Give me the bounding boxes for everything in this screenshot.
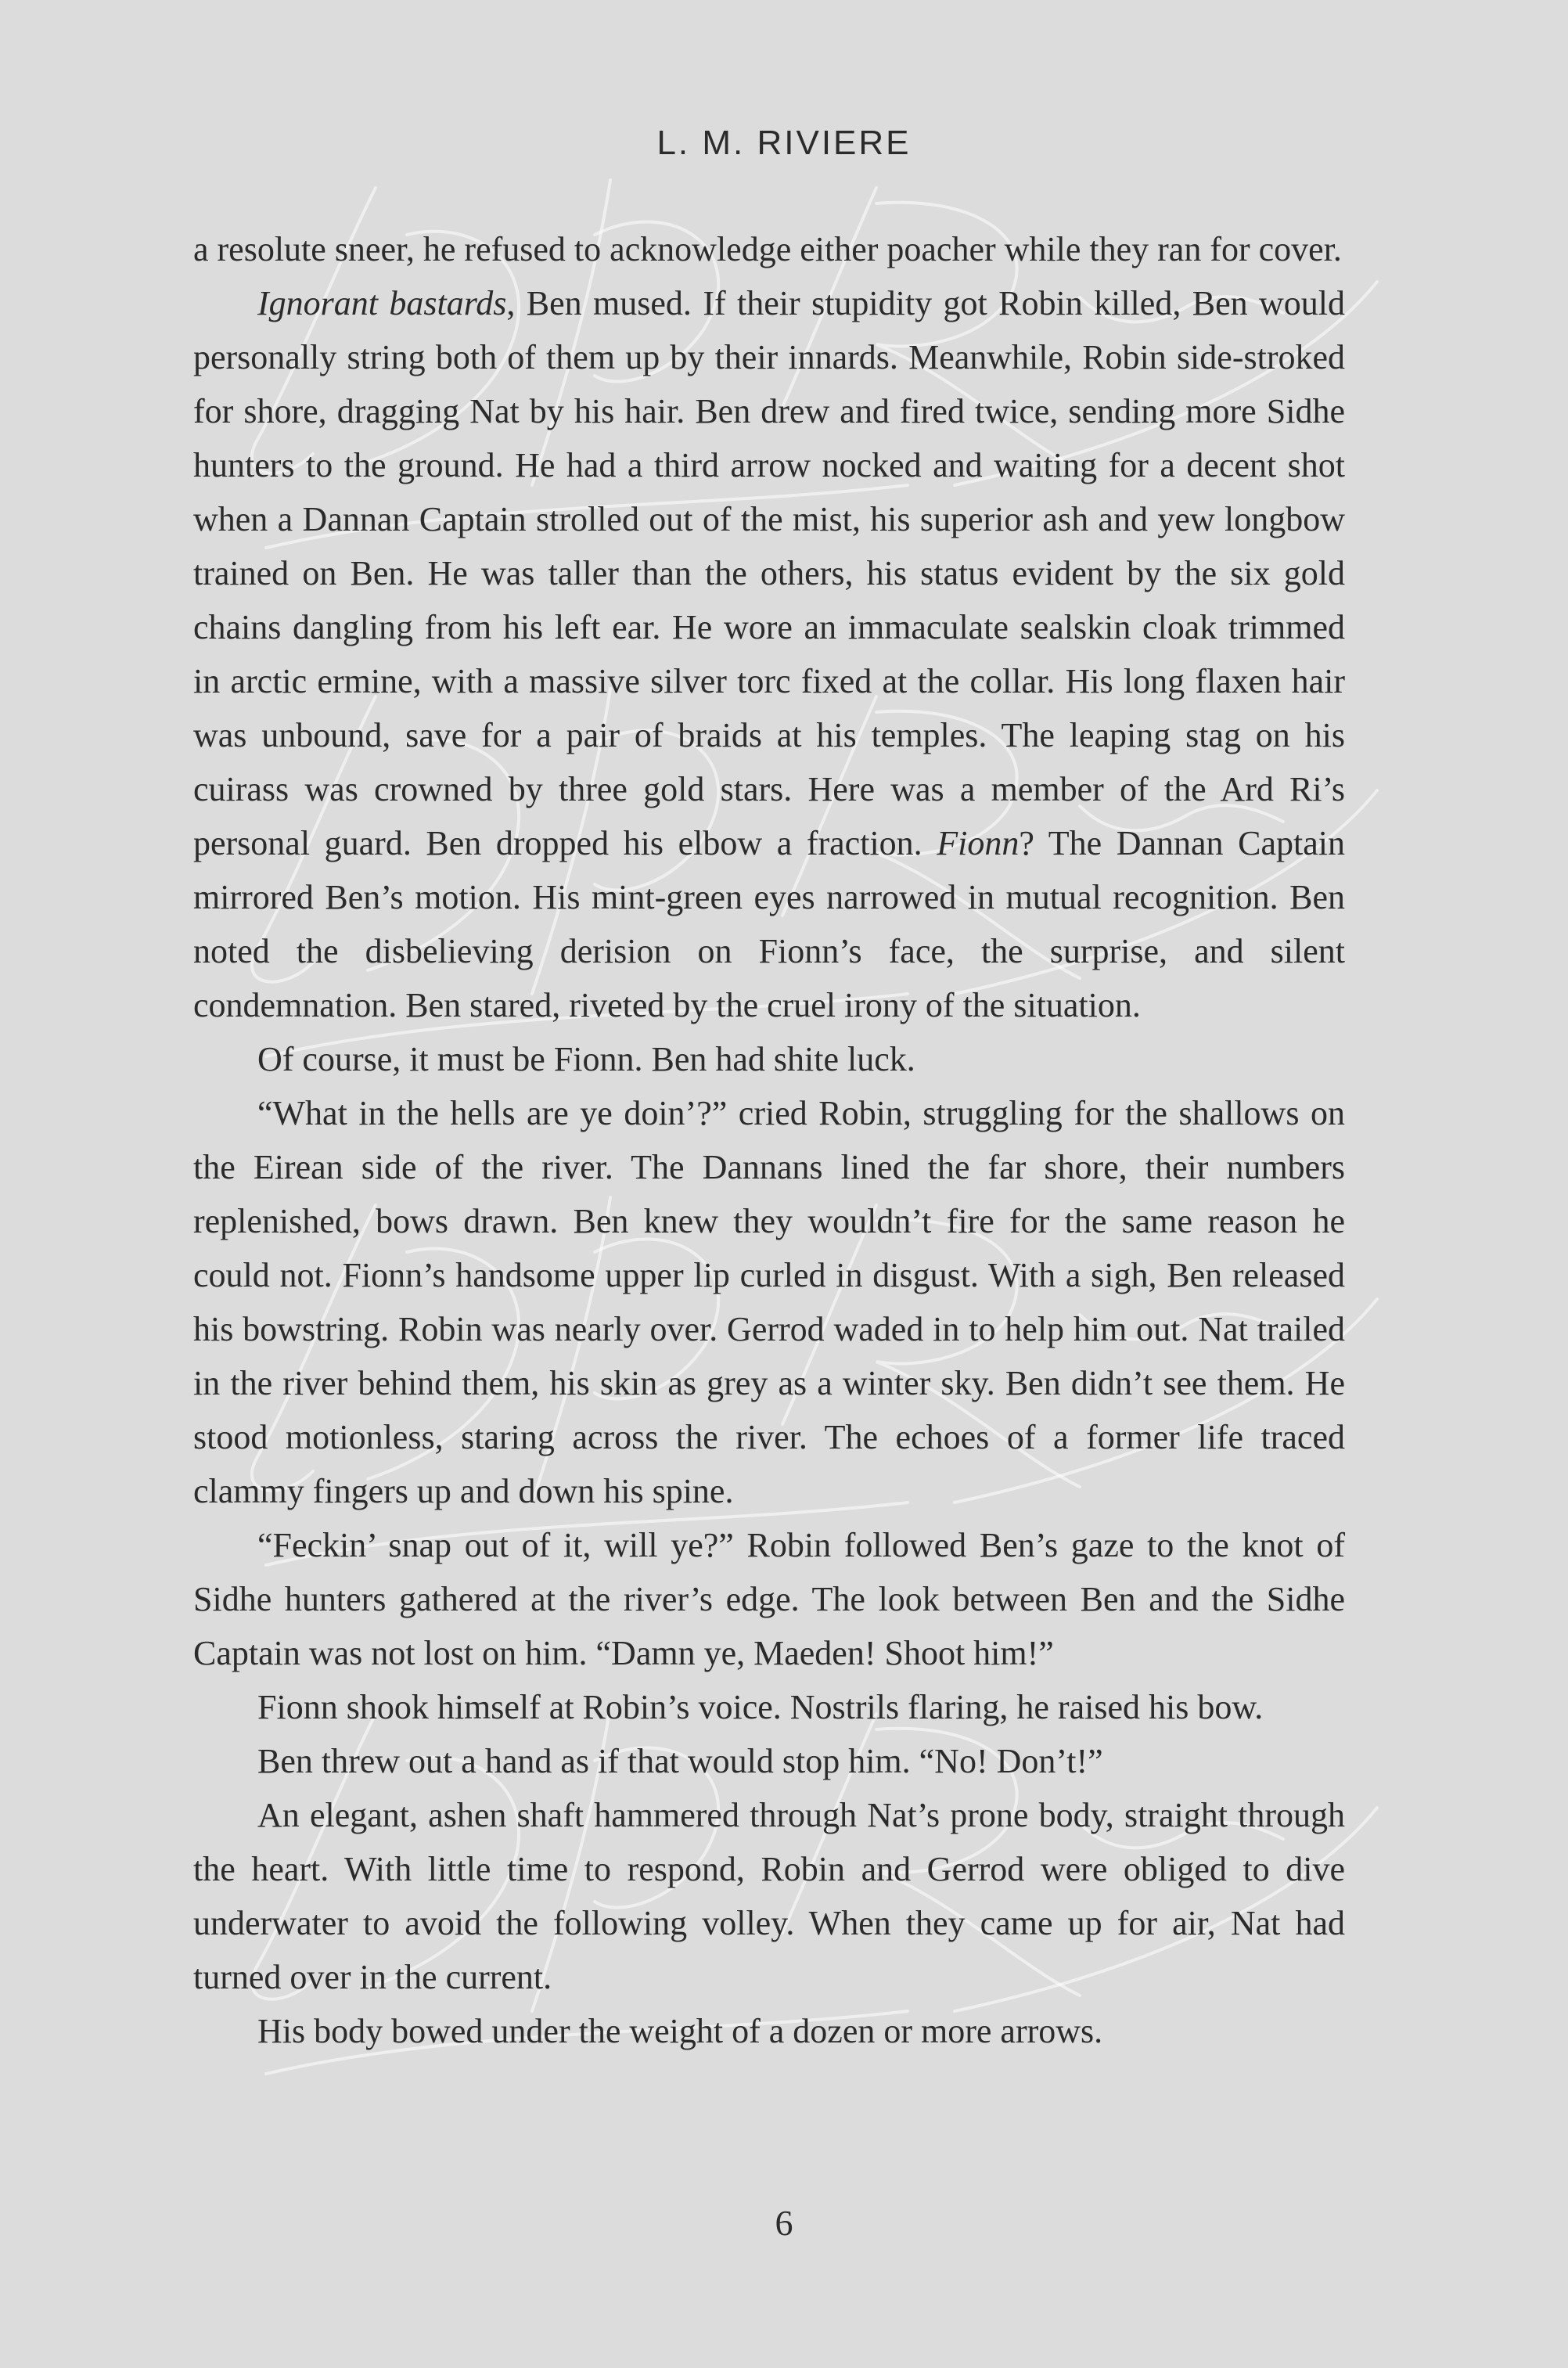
text-run: Of course, it must be Fionn. Ben had shite luck. [257, 1040, 915, 1078]
paragraph [193, 1788, 1345, 2004]
running-head: L. M. RIVIERE [656, 124, 912, 162]
text-run: ? The Dannan Captain mirrored Ben’s motion. His mint-green eyes narrowed in mutual recognition. Ben noted the disbelieving derision on Fionn’s face, the surprise, and silent condemnation. Ben stared, riveted by the cruel irony of the situation. [193, 824, 1345, 1024]
text-run: Ben threw out a hand as if that would stop him. “No! Don’t!” [257, 1742, 1103, 1780]
text-run: “Feckin’ snap out of it, will ye?” Robin followed Ben’s gaze to the knot of Sidhe hunters gathered at the river’s edge. The look between Ben and the Sidhe Captain was not lost on him. “Damn ye, Maeden! Shoot him!” [193, 1526, 1345, 1672]
text-run: An elegant, ashen shaft hammered through Nat’s prone body, straight through the heart. With little time to respond, Robin and Gerrod were obliged to dive underwater to avoid the following volley. When they came up for air, Nat had turned over in the current. [193, 1796, 1345, 1996]
page-number: 6 [775, 2203, 793, 2243]
body-text [193, 222, 1345, 2058]
paragraph [193, 1086, 1345, 1518]
text-run: a resolute sneer, he refused to acknowledge either poacher while they ran for cover. [193, 230, 1342, 268]
paragraph [193, 1734, 1345, 1788]
text-run: His body bowed under the weight of a dozen or more arrows. [257, 2012, 1103, 2050]
italic-text: Fionn [937, 824, 1020, 862]
text-run: “What in the hells are ye doin’?” cried Robin, struggling for the shallows on the Eirean side of the river. The Dannans lined the far shore, their numbers replenished, bows drawn. Ben knew they wouldn’t fire for the same reason he could not. Fionn’s handsome upper lip curled in disgust. With a sigh, Ben released his bowstring. Robin was nearly over. Gerrod waded in to help him out. Nat trailed in the river behind them, his skin as grey as a winter sky. Ben didn’t see them. He stood motionless, staring across the river. The echoes of a former life traced clammy fingers up and down his spine. [193, 1094, 1345, 1510]
text-run: Fionn shook himself at Robin’s voice. Nostrils flaring, he raised his bow. [257, 1688, 1264, 1726]
paragraph [193, 222, 1345, 276]
paragraph [193, 2004, 1345, 2058]
paragraph [193, 1680, 1345, 1734]
paragraph [193, 1518, 1345, 1680]
paragraph [193, 1032, 1345, 1086]
text-run: , Ben mused. If their stupidity got Robin killed, Ben would personally string both of them up by their innards. Meanwhile, Robin side-stroked for shore, dragging Nat by his hair. Ben drew and fired twice, sending more Sidhe hunters to the ground. He had a third arrow nocked and waiting for a decent shot when a Dannan Captain strolled out of the mist, his superior ash and yew longbow trained on Ben. He was taller than the others, his status evident by the six gold chains dangling from his left ear. He wore an immaculate sealskin cloak trimmed in arctic ermine, with a massive silver torc fixed at the collar. His long flaxen hair was unbound, save for a pair of braids at his temples. The leaping stag on his cuirass was crowned by three gold stars. Here was a member of the Ard Ri’s personal guard. Ben dropped his elbow a fraction. [193, 284, 1345, 862]
italic-text: Ignorant bastards [257, 284, 507, 322]
paragraph [193, 276, 1345, 1032]
